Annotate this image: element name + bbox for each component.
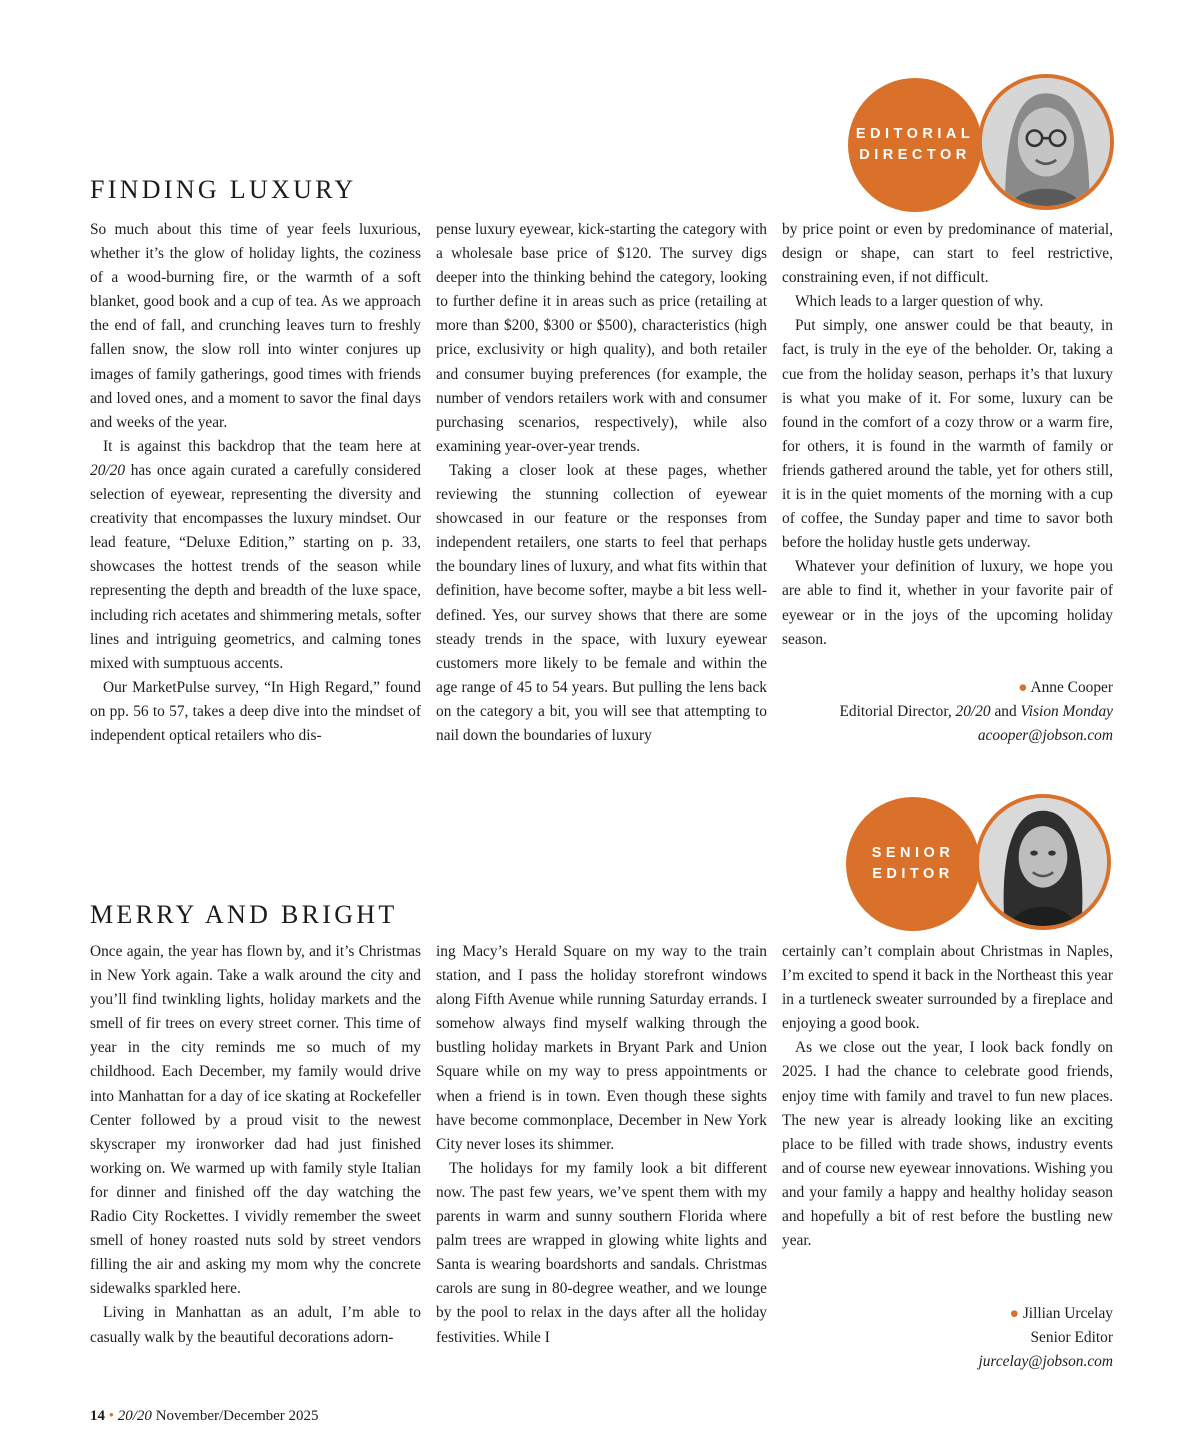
bullet-icon: ● xyxy=(1009,1305,1019,1322)
badge-line-1: EDITORIAL xyxy=(855,126,975,142)
author-email[interactable]: acooper@jobson.com xyxy=(977,727,1113,745)
paragraph: certainly can’t complain about Christmas in Naples, I’m excited to spend it back in the Northeast this year in a turtleneck sweater surrounded by a fireplace and enjoying a good book. xyxy=(782,943,1113,1033)
badge-line-1: SENIOR xyxy=(871,845,955,861)
paragraph: Put simply, one answer could be that beauty, in fact, is truly in the eye of the beholder. Or, taking a cue from the holiday season, perhaps it’s that luxury is what you make of it. For some, luxury can be found in the comfort of a cozy throw or a warm fire, for others, it is found in the warmth of family or friends gathered around the table, yet for others still, it is in the quiet moments of the morning with a cup of coffee, the Sunday paper and time to savor both before the holiday hustle gets underway. xyxy=(782,317,1113,552)
paragraph: Living in Manhattan as an adult, I’m able to casually walk by the beautiful decorations adorn- xyxy=(90,1304,421,1346)
author-title: Senior Editor xyxy=(1030,1329,1113,1347)
author-photo-jillian-urcelay xyxy=(975,794,1111,930)
article-column-1 xyxy=(90,218,421,748)
paragraph: The holidays for my family look a bit different now. The past few years, we’ve spent them with my parents in warm and sunny southern Florida where palm trees are wrapped in glowing white lights and Santa is wearing boardshorts and sandals. Christmas carols are sung in 80-degree weather, and we lounge by the pool to relax in the days after all the holiday festivities. While I xyxy=(436,1159,767,1346)
article-column-3 xyxy=(782,218,1113,652)
article-column-1 xyxy=(90,940,421,1350)
article-column-3 xyxy=(782,940,1113,1253)
paragraph: ing Macy’s Herald Square on my way to the train station, and I pass the holiday storefront windows along Fifth Avenue while running Saturday errands. I somehow always find myself walking through the bustling holiday markets in Bryant Park and Union Square while on my way to press appointments or when a friend is in town. Even though these sights have become commonplace, December in New York City never loses its shimmer. xyxy=(436,943,767,1153)
paragraph: So much about this time of year feels luxurious, whether it’s the glow of holiday lights, the coziness of a wood-burning fire, or the warmth of a soft blanket, good book and a cup of tea. As we approach the end of fall, and crunching leaves turn to freshly fallen snow, the slow roll into winter conjures up images of family gatherings, good times with friends and loved ones, and a moment to savor the final days and weeks of the year. xyxy=(90,221,421,431)
page-number: 14 xyxy=(90,1408,105,1424)
paragraph: Whatever your definition of luxury, we hope you are able to find it, whether in your favorite pair of eyewear or in the joys of the upcoming holiday season. xyxy=(782,558,1113,648)
author-email[interactable]: jurcelay@jobson.com xyxy=(978,1353,1113,1371)
paragraph: Once again, the year has flown by, and it’s Christmas in New York again. Take a walk around the city and you’ll find twinkling lights, holiday markets and the smell of fir trees on every street corner. This time of year in the city reminds me so much of my childhood. Each December, my family would drive into Manhattan for a day of ice skating at Rockefeller Center followed by a proud visit to the newest skyscraper my ironworker dad had just finished working on. We warmed up with family style Italian for dinner and finished off the day watching the Radio City Rockettes. I vividly remember the sweet smell of honey roasted nuts sold by street vendors filling the air and asking my mom why the concrete sidewalks sparkled here. xyxy=(90,943,421,1298)
section-heading-finding-luxury: FINDING LUXURY xyxy=(90,175,357,204)
badge-line-2: EDITOR xyxy=(872,866,954,882)
paragraph: by price point or even by predominance of material, design or shape, can start to feel restrictive, constraining even, if not difficult. xyxy=(782,221,1113,287)
author-name: Jillian Urcelay xyxy=(1022,1305,1113,1322)
editorial-director-badge xyxy=(848,78,982,212)
publication-name: 20/20 xyxy=(90,461,126,479)
section-heading-merry-and-bright: MERRY AND BRIGHT xyxy=(90,900,398,929)
badge-line-2: DIRECTOR xyxy=(859,147,971,163)
senior-editor-badge xyxy=(846,797,980,931)
paragraph: pense luxury eyewear, kick-starting the category with a wholesale base price of $120. The survey digs deeper into the thinking behind the category, looking to further define it in areas such as price (retailing at more than $200, $300 or $500), characteristics (high price, exclusivity or high quality), and both retailer and consumer buying preferences (for example, the number of vendors retailers work with and consumer purchasing scenarios, respectively), while also examining year-over-year trends. xyxy=(436,221,767,455)
signature-block-anne-cooper xyxy=(839,676,1113,748)
author-title: Editorial Director, 20/20 and Vision Monday xyxy=(839,703,1113,721)
footer-bullet-icon: • xyxy=(108,1408,115,1424)
bullet-icon: ● xyxy=(1018,679,1028,696)
portrait-illustration xyxy=(982,78,1110,206)
author-name: Anne Cooper xyxy=(1030,679,1113,696)
publication-name: 20/20 xyxy=(117,1408,152,1424)
page-footer xyxy=(90,1408,319,1425)
issue-date: November/December 2025 xyxy=(155,1408,319,1424)
paragraph: As we close out the year, I look back fondly on 2025. I had the chance to celebrate good friends, enjoy time with family and travel to fun new places. The new year is already looking like an exciting place to be filled with trade shows, industry events and of course new eyewear innovations. Wishing you and your family a happy and healthy holiday season and hopefully a bit of rest before the bustling new year. xyxy=(782,1039,1113,1250)
paragraph: Which leads to a larger question of why. xyxy=(795,293,1044,311)
portrait-illustration xyxy=(979,798,1107,926)
article-column-2 xyxy=(436,218,767,748)
paragraph: Taking a closer look at these pages, whether reviewing the stunning collection of eyewear showcased in our feature or the responses from independent retailers, one starts to feel that perhaps the boundary lines of luxury, and what fits within that definition, have become softer, maybe a bit less well-defined. Yes, our survey shows that there are some steady trends in the space, with luxury eyewear customers more likely to be female and within the age range of 45 to 54 years. But pulling the lens back on the category a bit, you will see that attempting to nail down the boundaries of luxury xyxy=(436,461,767,744)
article-column-2 xyxy=(436,940,767,1350)
paragraph: It is against this backdrop that the team here at 20/20 has once again curated a carefully considered selection of eyewear, representing the diversity and creativity that encompasses the luxury mindset. Our lead feature, “Deluxe Edition,” starting on p. 33, showcases the hottest trends of the season while representing the depth and breadth of the luxe space, including rich acetates and shimmering metals, softer lines and intriguing geometrics, and calming tones mixed with sumptuous accents. xyxy=(90,437,421,672)
signature-block-jillian-urcelay xyxy=(978,1302,1113,1374)
author-photo-anne-cooper xyxy=(978,74,1114,210)
paragraph: Our MarketPulse survey, “In High Regard,” found on pp. 56 to 57, takes a deep dive into the mindset of independent optical retailers who dis- xyxy=(90,678,421,744)
